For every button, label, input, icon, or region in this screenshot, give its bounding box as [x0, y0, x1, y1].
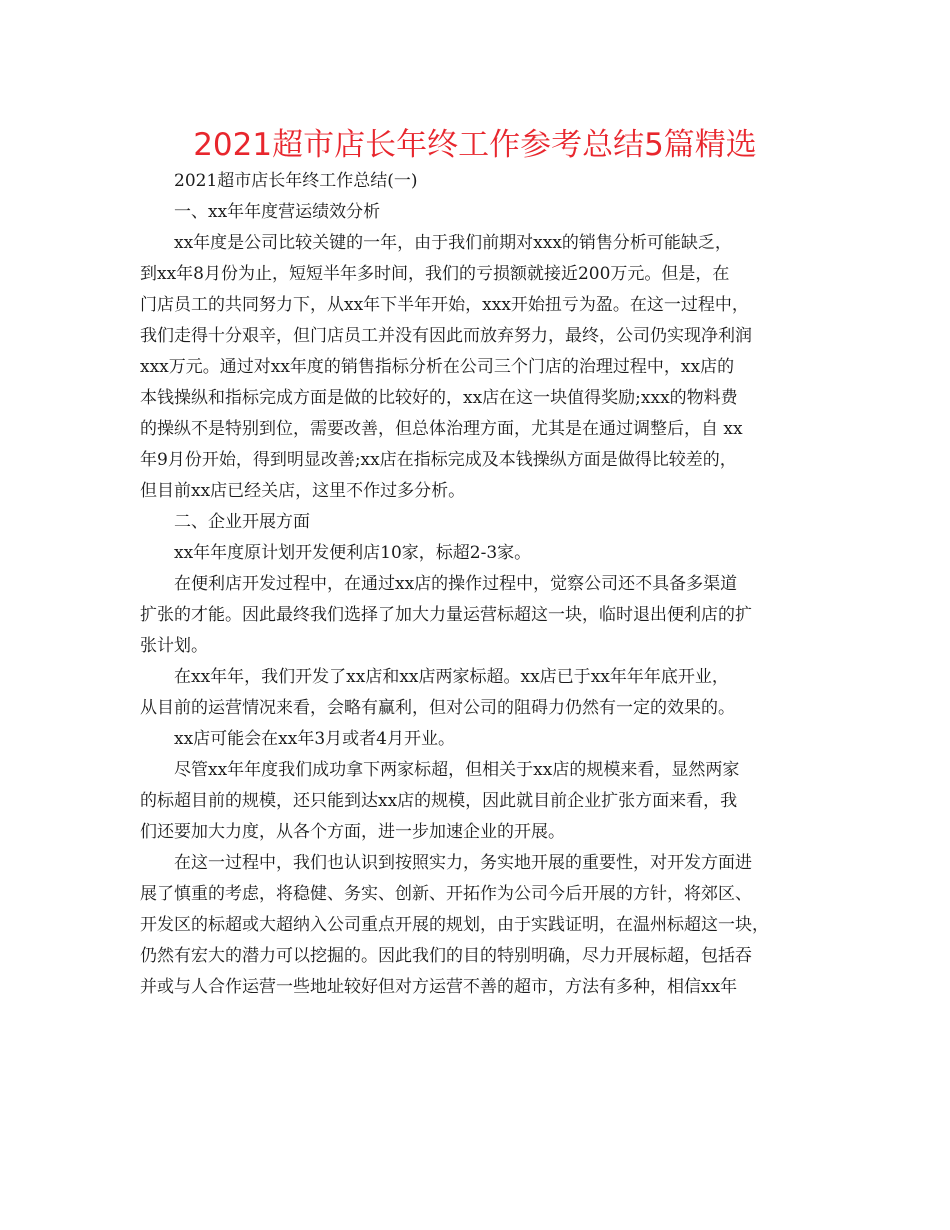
body-line: 的标超目前的规模，还只能到达xx店的规模，因此就目前企业扩张方面来看，我 — [140, 791, 738, 811]
body-line: 仍然有宏大的潜力可以挖掘的。因此我们的目的特别明确，尽力开展标超，包括吞 — [140, 946, 752, 966]
body-line: 到xx年8月份为止，短短半年多时间，我们的亏损额就接近200万元。但是，在 — [140, 264, 730, 284]
body-line: 开发区的标超或大超纳入公司重点开展的规划，由于实践证明，在温州标超这一块， — [140, 915, 769, 935]
body-line: 2021超市店长年终工作总结(一) — [174, 171, 418, 191]
body-line: 在这一过程中，我们也认识到按照实力，务实地开展的重要性，对开发方面进 — [174, 853, 752, 873]
body-line: 年9月份开始，得到明显改善;xx店在指标完成及本钱操纵方面是做得比较差的， — [140, 450, 737, 470]
body-line: 门店员工的共同努力下，从xx年下半年开始，xxx开始扭亏为盈。在这一过程中， — [140, 295, 749, 315]
body-line: 我们走得十分艰辛，但门店员工并没有因此而放弃努力，最终，公司仍实现净利润 — [140, 326, 752, 346]
body-line: 在便利店开发过程中，在通过xx店的操作过程中，觉察公司还不具备多渠道 — [174, 574, 738, 594]
body-line: xx年年度原计划开发便利店10家，标超2-3家。 — [174, 543, 532, 563]
body-line: 从目前的运营情况来看，会略有赢利，但对公司的阻碍力仍然有一定的效果的。 — [140, 698, 735, 718]
document-title: 2021超市店长年终工作参考总结5篇精选 — [193, 127, 757, 163]
body-line: 展了慎重的考虑，将稳健、务实、创新、开拓作为公司今后开展的方针，将郊区、 — [140, 884, 752, 904]
body-line: xx年度是公司比较关键的一年，由于我们前期对xxx的销售分析可能缺乏， — [174, 233, 732, 253]
body-line: 本钱操纵和指标完成方面是做的比较好的，xx店在这一块值得奖励;xxx的物料费 — [140, 388, 738, 408]
body-line: 张计划。 — [140, 636, 208, 656]
body-line: 并或与人合作运营一些地址较好但对方运营不善的超市，方法有多种，相信xx年 — [140, 977, 738, 997]
body-line: 们还要加大力度，从各个方面，进一步加速企业的开展。 — [140, 822, 565, 842]
body-line: xxx万元。通过对xx年度的销售指标分析在公司三个门店的治理过程中，xx店的 — [140, 357, 735, 377]
body-line: 的操纵不是特别到位，需要改善，但总体治理方面，尤其是在通过调整后，自 xx — [140, 419, 743, 439]
body-line: 一、xx年年度营运绩效分析 — [174, 202, 381, 222]
document-body — [140, 166, 820, 1003]
body-line: 但目前xx店已经关店，这里不作过多分析。 — [140, 481, 466, 501]
body-line: 在xx年年，我们开发了xx店和xx店两家标超。xx店已于xx年年年底开业， — [174, 667, 729, 687]
body-line: xx店可能会在xx年3月或者4月开业。 — [174, 729, 455, 749]
body-line: 扩张的才能。因此最终我们选择了加大力量运营标超这一块，临时退出便利店的扩 — [140, 605, 752, 625]
body-line: 尽管xx年年度我们成功拿下两家标超，但相关于xx店的规模来看，显然两家 — [174, 760, 740, 780]
body-line: 二、企业开展方面 — [174, 512, 310, 532]
